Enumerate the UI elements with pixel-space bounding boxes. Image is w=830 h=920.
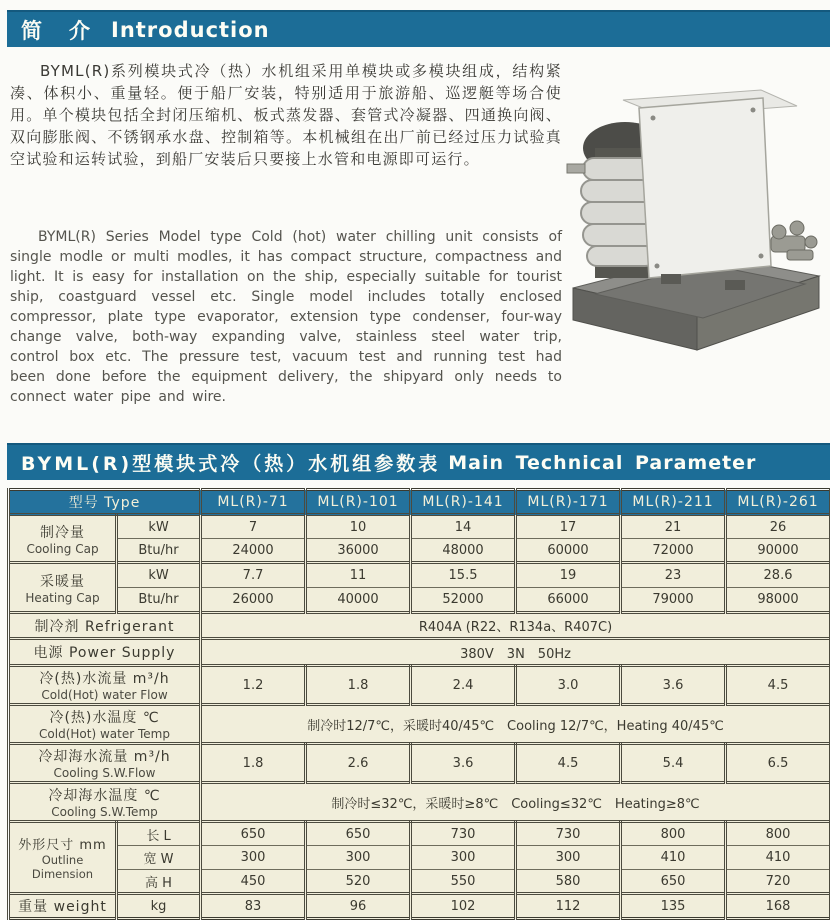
- value-cell: 72000: [621, 539, 726, 563]
- model-header: ML(R)-71: [201, 490, 306, 515]
- table-row-dim-width: [9, 846, 830, 870]
- value-cell: 6.5: [726, 744, 830, 783]
- cooling-cap-label: 制冷量 Cooling Cap: [9, 515, 117, 563]
- model-header: ML(R)-261: [726, 490, 830, 515]
- chw-temp-label: 冷(热)水温度 ℃ Cold(Hot) water Temp: [9, 705, 201, 744]
- value-cell: 11: [306, 563, 411, 588]
- value-cell: 7: [201, 515, 306, 539]
- table-row-dim-height: [9, 870, 830, 894]
- value-cell: 650: [621, 870, 726, 894]
- value-cell: 135: [621, 894, 726, 919]
- value-cell: 26000: [201, 588, 306, 613]
- product-photo: [565, 66, 827, 356]
- table-row-dim-length: [9, 822, 830, 846]
- value-cell: 17: [516, 515, 621, 539]
- value-cell: 19: [516, 563, 621, 588]
- value-cell: 168: [726, 894, 830, 919]
- outline-dimension-label: 外形尺寸 mm Outline Dimension: [9, 822, 117, 894]
- value-cell: 520: [306, 870, 411, 894]
- value-cell: 650: [201, 822, 306, 846]
- value-cell: 24000: [201, 539, 306, 563]
- sw-flow-label: 冷却海水流量 m³/h Cooling S.W.Flow: [9, 744, 201, 783]
- value-cell: 1.8: [201, 744, 306, 783]
- power-supply-label: 电源 Power Supply: [9, 639, 201, 666]
- model-header: ML(R)-141: [411, 490, 516, 515]
- parameter-table-header-bar: [7, 443, 830, 480]
- intro-paragraph-chinese: BYML(R)系列模块式冷（热）水机组采用单模块或多模块组成，结构紧凑、体积小、重量轻。便于船厂安装，特别适用于旅游船、巡逻艇等场合使用。单个模块包括全封闭压缩机、板式蒸发器、套管式冷凝器、四通换向阀、双向膨胀阀、不锈钢承水盘、控制箱等。本机械组在出厂前已经过压力试验真空试验和运转试验，到船厂安装后只要接上水管和电源即可运行。: [10, 60, 562, 170]
- value-cell: 66000: [516, 588, 621, 613]
- value-cell: 730: [411, 822, 516, 846]
- value-cell: 4.5: [516, 744, 621, 783]
- value-cell: 40000: [306, 588, 411, 613]
- value-cell: 730: [516, 822, 621, 846]
- value-cell: 10: [306, 515, 411, 539]
- value-cell: 28.6: [726, 563, 830, 588]
- table-row-weight: [9, 894, 830, 919]
- table-row-chw-flow: [9, 666, 830, 705]
- value-cell: 79000: [621, 588, 726, 613]
- value-cell: 21: [621, 515, 726, 539]
- value-cell: 300: [306, 846, 411, 870]
- value-cell: 410: [726, 846, 830, 870]
- value-cell: 36000: [306, 539, 411, 563]
- value-cell: 800: [621, 822, 726, 846]
- chw-flow-label: 冷(热)水流量 m³/h Cold(Hot) water Flow: [9, 666, 201, 705]
- intro-title-en: Introduction: [111, 18, 270, 42]
- value-cell: 83: [201, 894, 306, 919]
- value-cell: 26: [726, 515, 830, 539]
- value-cell: 410: [621, 846, 726, 870]
- value-cell: 450: [201, 870, 306, 894]
- value-cell: 96: [306, 894, 411, 919]
- value-cell: 1.8: [306, 666, 411, 705]
- table-row-cooling-kw: [9, 515, 830, 539]
- unit-cell: kW: [117, 563, 201, 588]
- intro-paragraph-english: BYML(R) Series Model type Cold (hot) water chilling unit consists of single modle or multi modles, it has compact structure, compactness and light. It is easy for installation on the ship, especially suitable for tourist ship, coastguard vessel etc. Single model includes totally enclosed compressor, plate type evaporator, extension type condenser, four-way change valve, both-way expanding valve, stainless steel water trip, control box etc. The pressure test, vacuum test and running test had been done before the equipment delivery, the shipyard only needs to connect water pipe and wire.: [10, 227, 562, 407]
- table-row-chw-temp: [9, 705, 830, 744]
- technical-parameter-table: [7, 488, 830, 920]
- table-title-en: Main Technical Parameter: [448, 452, 756, 474]
- table-row-power-supply: [9, 639, 830, 666]
- value-cell: 2.6: [306, 744, 411, 783]
- sw-temp-label: 冷却海水温度 ℃ Cooling S.W.Temp: [9, 783, 201, 822]
- value-cell: 5.4: [621, 744, 726, 783]
- value-cell: 52000: [411, 588, 516, 613]
- type-header-cell: 型号 Type: [9, 490, 201, 515]
- chiller-unit-illustration: [565, 66, 827, 356]
- unit-cell: 宽 W: [117, 846, 201, 870]
- value-cell: 3.6: [621, 666, 726, 705]
- heating-cap-label: 采暖量 Heating Cap: [9, 563, 117, 613]
- value-cell: 580: [516, 870, 621, 894]
- power-supply-value: 380V 3N 50Hz: [201, 639, 830, 666]
- table-row-heating-btu: [9, 588, 830, 613]
- model-header: ML(R)-101: [306, 490, 411, 515]
- unit-cell: kg: [117, 894, 201, 919]
- intro-title-cn: 简 介: [21, 15, 93, 45]
- table-row-models: [9, 490, 830, 515]
- unit-cell: kW: [117, 515, 201, 539]
- table-row-sw-temp: [9, 783, 830, 822]
- value-cell: 2.4: [411, 666, 516, 705]
- model-header: ML(R)-171: [516, 490, 621, 515]
- table-row-sw-flow: [9, 744, 830, 783]
- unit-cell: Btu/hr: [117, 539, 201, 563]
- unit-cell: 长 L: [117, 822, 201, 846]
- value-cell: 650: [306, 822, 411, 846]
- value-cell: 1.2: [201, 666, 306, 705]
- value-cell: 60000: [516, 539, 621, 563]
- table-row-heating-kw: [9, 563, 830, 588]
- table-row-refrigerant: [9, 613, 830, 639]
- value-cell: 4.5: [726, 666, 830, 705]
- value-cell: 23: [621, 563, 726, 588]
- unit-cell: 高 H: [117, 870, 201, 894]
- value-cell: 720: [726, 870, 830, 894]
- value-cell: 98000: [726, 588, 830, 613]
- model-header: ML(R)-211: [621, 490, 726, 515]
- weight-label: 重量 weight: [9, 894, 117, 919]
- intro-header-bar: [7, 10, 830, 47]
- value-cell: 7.7: [201, 563, 306, 588]
- unit-cell: Btu/hr: [117, 588, 201, 613]
- table-row-cooling-btu: [9, 539, 830, 563]
- value-cell: 550: [411, 870, 516, 894]
- table-title-cn: BYML(R)型模块式冷（热）水机组参数表: [21, 449, 440, 476]
- value-cell: 112: [516, 894, 621, 919]
- value-cell: 102: [411, 894, 516, 919]
- value-cell: 300: [201, 846, 306, 870]
- value-cell: 15.5: [411, 563, 516, 588]
- value-cell: 3.6: [411, 744, 516, 783]
- value-cell: 90000: [726, 539, 830, 563]
- value-cell: 14: [411, 515, 516, 539]
- refrigerant-label: 制冷剂 Refrigerant: [9, 613, 201, 639]
- value-cell: 300: [516, 846, 621, 870]
- chw-temp-value: 制冷时12/7℃，采暖时40/45℃ Cooling 12/7℃，Heating 40/45℃: [201, 705, 830, 744]
- refrigerant-value: R404A (R22、R134a、R407C): [201, 613, 830, 639]
- value-cell: 3.0: [516, 666, 621, 705]
- sw-temp-value: 制冷时≤32℃，采暖时≥8℃ Cooling≤32℃ Heating≥8℃: [201, 783, 830, 822]
- value-cell: 800: [726, 822, 830, 846]
- value-cell: 48000: [411, 539, 516, 563]
- value-cell: 300: [411, 846, 516, 870]
